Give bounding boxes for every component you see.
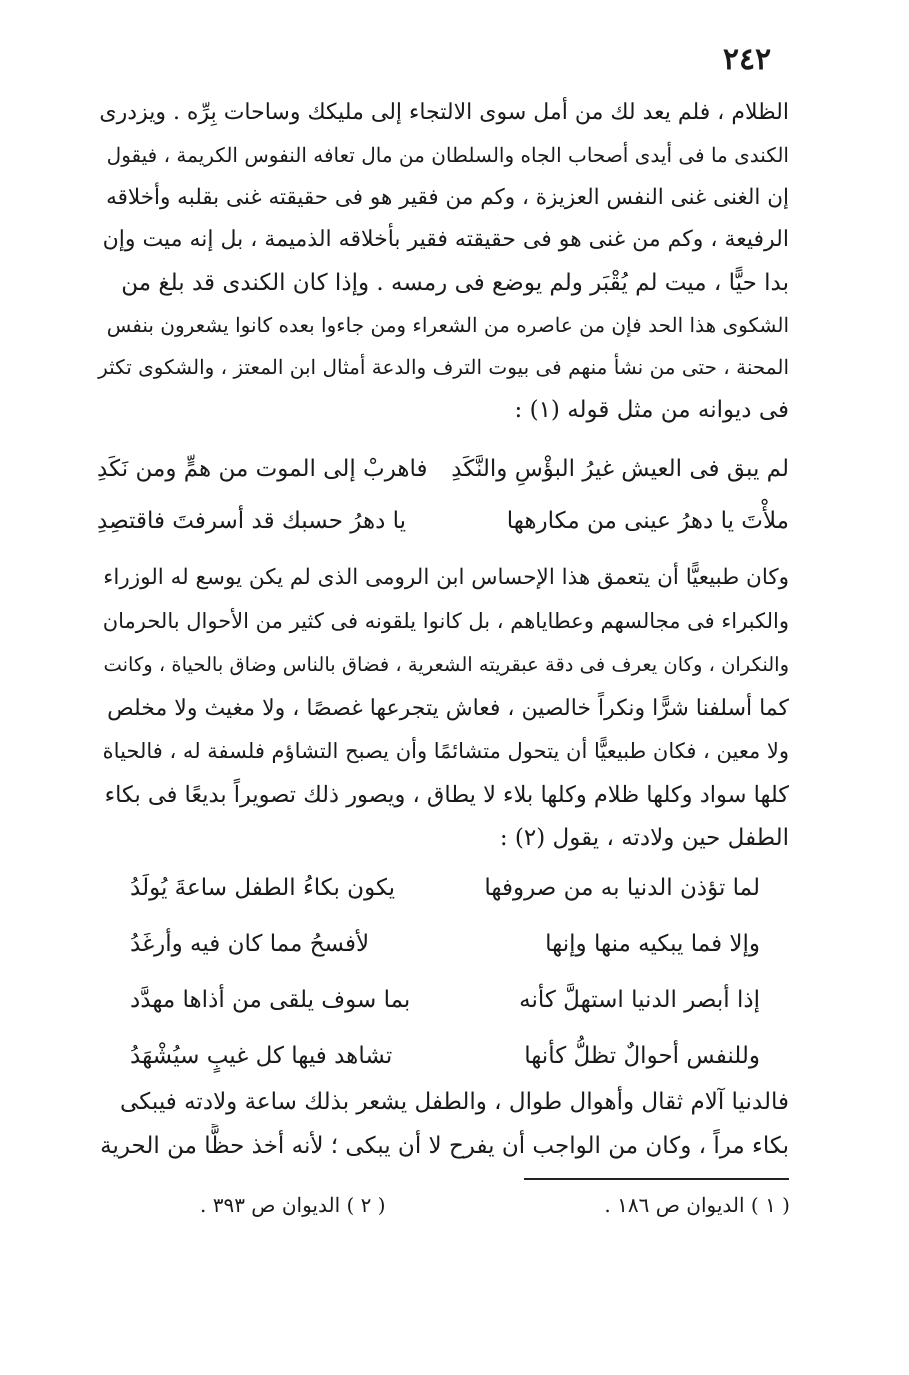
poem-2 xyxy=(130,860,760,1084)
footnote-2: ( ٢ ) الديوان ص ٣٩٣ . xyxy=(200,1193,386,1217)
text-line: بكاء مراً ، وكان من الواجب أن يفرح لا أن يبكى ؛ لأنه أخذ حظًّا من الحرية xyxy=(100,1133,789,1159)
verse-second-hemistich: بما سوف يلقى من أذاها مهدَّد xyxy=(130,987,411,1013)
text-line: فى ديوانه من مثل قوله (١) : xyxy=(514,396,789,423)
verse-line xyxy=(130,916,760,972)
paragraph-3 xyxy=(97,1080,789,1168)
text-line: وكان طبيعيًّا أن يتعمق هذا الإحساس ابن الرومى الذى لم يكن يوسع له الوزراء xyxy=(103,565,789,590)
verse-line xyxy=(97,443,789,495)
text-line: إن الغنى غنى النفس العزيزة ، وكم من فقير هو فى حقيقته غنى بقلبه وأخلاقه xyxy=(106,184,789,210)
page-number: ٢٤٢ xyxy=(722,42,772,77)
verse-first-hemistich: إذا أبصر الدنيا استهلَّ كأنه xyxy=(519,987,760,1013)
text-line: والكبراء فى مجالسهم وعطاياهم ، بل كانوا يلقونه فى كثير من الأحوال بالحرمان xyxy=(102,608,789,633)
footnote-divider xyxy=(524,1178,789,1180)
verse-second-hemistich: لأفسحُ مما كان فيه وأرغَدُ xyxy=(130,931,370,957)
verse-line xyxy=(97,495,789,547)
footnote-1: ( ١ ) الديوان ص ١٨٦ . xyxy=(604,1193,790,1217)
text-line: الطفل حين ولادته ، يقول (٢) : xyxy=(499,825,789,851)
verse-first-hemistich: وللنفس أحوالٌ تظلُّ كأنها xyxy=(524,1043,760,1069)
poem-1 xyxy=(97,443,789,547)
paragraph-2 xyxy=(97,556,789,861)
text-line: ولا معين ، فكان طبيعيًّا أن يتحول متشائمًا وأن يصبح التشاؤم فلسفة له ، فالحياة xyxy=(102,739,789,763)
text-line: الكندى ما فى أيدى أصحاب الجاه والسلطان من مال تعافه النفوس الكريمة ، فيقول xyxy=(106,143,789,168)
verse-line xyxy=(130,1028,760,1084)
verse-first-hemistich: لما تؤذن الدنيا به من صروفها xyxy=(484,875,760,901)
paragraph-1 xyxy=(97,92,789,431)
verse-second-hemistich: فاهربْ إلى الموت من همٍّ ومن نَكَدِ xyxy=(97,456,428,482)
text-line: فالدنيا آلام ثقال وأهوال طوال ، والطفل يشعر بذلك ساعة ولادته فيبكى xyxy=(120,1089,789,1115)
text-line: المحنة ، حتى من نشأ منهم فى بيوت الترف والدعة أمثال ابن المعتز ، والشكوى تكثر xyxy=(98,355,789,380)
text-line: الرفيعة ، وكم من غنى هو فى حقيقته فقير بأخلاقه الذميمة ، بل إنه ميت وإن xyxy=(102,227,789,253)
verse-line xyxy=(130,972,760,1028)
verse-first-hemistich: وإلا فما يبكيه منها وإنها xyxy=(545,931,760,957)
text-line: الظلام ، فلم يعد لك من أمل سوى الالتجاء إلى مليكك وساحات بِرِّه . ويزدرى xyxy=(99,100,789,125)
text-line: كلها سواد وكلها ظلام وكلها بلاء لا يطاق ، ويصور ذلك تصويراً بديعًا فى بكاء xyxy=(104,781,789,808)
text-line: بدا حيًّا ، ميت لم يُقْبَر ولم يوضع فى رمسه . وإذا كان الكندى قد بلغ من xyxy=(121,269,789,296)
verse-second-hemistich: يكون بكاءُ الطفل ساعةَ يُولَدُ xyxy=(130,875,396,901)
verse-second-hemistich: تشاهد فيها كل غيبٍ سيُشْهَدُ xyxy=(130,1043,393,1069)
verse-first-hemistich: لم يبق فى العيش غيرُ البؤْسِ والنَّكَدِ xyxy=(451,456,789,482)
text-line: الشكوى هذا الحد فإن من عاصره من الشعراء ومن جاءوا بعده كانوا يشعرون بنفس xyxy=(106,313,789,338)
text-line: كما أسلفنا شرًّا ونكراً خالصين ، فعاش يتجرعها غصصًا ، ولا مغيث ولا مخلص xyxy=(107,695,789,721)
text-line: والنكران ، وكان يعرف فى دقة عبقريته الشعرية ، فضاق بالناس وضاق بالحياة ، وكانت xyxy=(103,653,789,676)
verse-second-hemistich: يا دهرُ حسبك قد أسرفتَ فاقتصِدِ xyxy=(97,508,407,534)
footnotes xyxy=(200,1190,790,1220)
verse-first-hemistich: ملأْتَ يا دهرُ عينى من مكارهها xyxy=(506,508,789,534)
verse-line xyxy=(130,860,760,916)
